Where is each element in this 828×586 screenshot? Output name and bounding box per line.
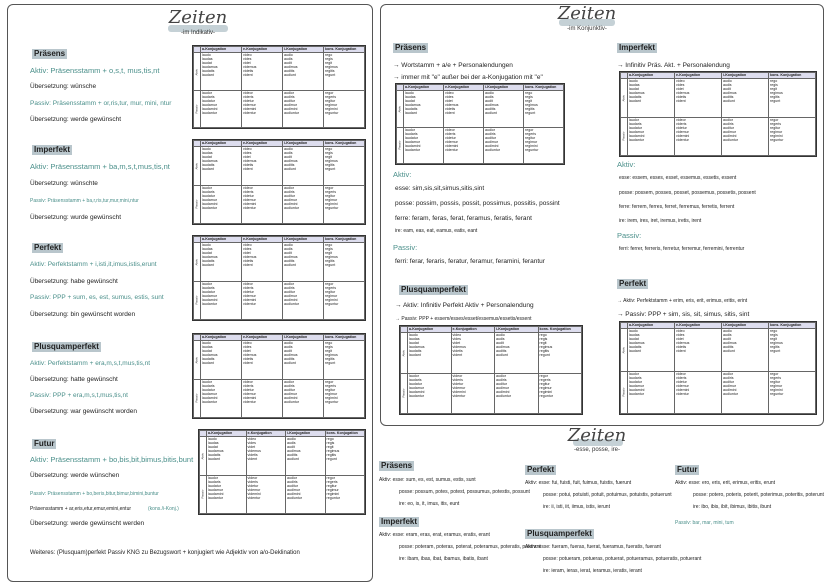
praesens-uebersetzung-passiv: Übersetzung: werde gewünscht [30,116,122,123]
table-corner [200,431,207,437]
section-head-futur: Futur [34,439,55,448]
table-corner [194,141,201,147]
table-cell: rego regis regit regimus regitis regunt [324,147,365,186]
perfekt-rule-2: → Passiv: PPP + sim, sis, sit, simus, sitis, sint [617,311,750,318]
table-cell: audio audis audit audimus auditis audiunt [484,91,524,128]
table-side-label: Aktiv [397,91,404,128]
perfekt-uebersetzung-passiv: Übersetzung: bin gewünscht worden [30,311,136,318]
table-cell: rego regis regit regimus regitis regunt [324,243,365,282]
table-cell: laudor laudaris laudatur laudamur laudamini laudantur [201,281,242,320]
sheet-subtitle: -im Indikativ- [180,30,215,36]
table-header-cell: kons. Konjugation [538,327,582,333]
imperfekt-aktiv-label: Aktiv: [617,160,636,169]
table-cell: laudo laudas laudat laudamus laudatis laudant [628,329,675,372]
conj-table-imperfekt [192,139,366,225]
praesens-aktiv: Aktiv: Präsensstamm + o,s,t, mus,tis,nt [30,66,160,75]
table-header-cell: kons. Konjugation [769,323,816,329]
sheet-esse-posse-ire [375,425,825,583]
sheet-title: Zeiten [168,7,228,28]
section-head-plusquamperfekt: Plusquamperfekt [34,342,99,351]
table-header-cell: e-Konjugation [675,323,722,329]
table-cell: laudor laudaris laudatur laudamur laudamini laudantur [207,475,247,514]
praesens-esse: Aktiv: esse: sum, es, est, sumus, estis, sunt [379,477,476,483]
table-header-cell: kons. Konjugation [324,141,365,147]
table-cell: audior audiris auditur audimur audimini audiuntur [286,475,326,514]
perfekt-uebersetzung-aktiv: Übersetzung: habe gewünscht [30,278,118,285]
table-header-cell: e-Konjugation [246,431,286,437]
imperfekt-esse: Aktiv: esse: eram, eras, erat, eramus, eratis, erant [379,532,490,538]
table-corner [397,85,404,91]
table-cell: video vides videt videmus videtis vident [242,341,283,380]
table-cell: rego regis regit regimus regitis regunt [769,79,816,118]
table-cell: audior audiris auditur audimur audimini audiuntur [283,185,324,224]
table-header-cell: a-Konjugation [201,141,242,147]
table-cell: regor regeris regitur regimur regimini reguntur [769,117,816,156]
plusquamperfekt-posse: posse: potueram, potueras, potuerat, potueramus, potueratis, potuerant [543,556,702,562]
imperfekt-uebersetzung-passiv: Übersetzung: wurde gewünscht [30,214,122,221]
table-corner [194,47,201,53]
table-header-cell: kons. Konjugation [769,73,816,79]
table-header-cell: kons. Konjugation [324,47,365,53]
table-side-label: Passiv [621,371,628,414]
conj-table-konj-imperfekt [619,71,817,157]
table-cell: laudo laudas laudat laudamus laudatis laudant [201,341,242,380]
sheet-title: Zeiten [567,425,627,446]
table-cell: video vides videt videmus videtis vident [242,53,283,91]
table-corner [621,323,628,329]
table-cell: rego regis regit regimus regitis regunt [524,91,564,128]
imperfekt-rule-1: → Infinitiv Präs. Akt. + Personalendung [617,62,730,69]
table-cell: laudor laudaris laudatur laudamur laudamini laudantur [404,127,444,164]
table-header-cell: a-Konjugation [201,47,242,53]
table-cell: videor videris videtur videmur videmini videntur [242,90,283,128]
table-header-cell: i-Konjugation [722,323,769,329]
table-cell: laudo laudas laudat laudamus laudatis laudant [207,437,247,476]
table-header-cell: a-Konjugation [628,73,675,79]
conj-table-plusquamperfekt [192,333,366,419]
futur-passiv: Passiv: bar, mar, mini, tum [675,520,734,526]
table-side-label: Aktiv [621,329,628,372]
table-cell: laudo laudas laudat laudamus laudatis laudant [404,91,444,128]
futur-uebersetzung-aktiv: Übersetzung: werde wünschen [30,472,120,479]
section-head-plusquamperfekt: Plusquamperfekt [401,285,466,294]
sheet-subtitle: -im Konjunktiv- [567,26,607,32]
table-cell: regor regeris regitur regimur regimini reguntur [769,371,816,414]
table-cell: regor regeris regitur regimur regimini reguntur [324,281,365,320]
table-cell: audio audis audit audimus auditis audiunt [283,147,324,186]
section-head-perfekt: Perfekt [619,279,647,288]
table-cell: video vides videt videmus videtis vident [242,243,283,282]
table-cell: regor regeris regitur regimur regimini reguntur [325,475,365,514]
table-cell: laudo laudas laudat laudamus laudatis laudant [201,243,242,282]
sheet-footer: Weiteres: (Plusquam)perfekt Passiv KNG zu Bezugswort + konjugiert wie Adjektiv von a/o-Deklination [30,550,300,556]
table-cell: audio audis audit audimus auditis audiunt [286,437,326,476]
praesens-uebersetzung-aktiv: Übersetzung: wünsche [30,83,97,90]
table-header-cell: kons. Konjugation [324,237,365,243]
table-cell: video vides videt videmus videtis vident [444,91,484,128]
table-cell: audior audiris auditur audimur audimini audiuntur [722,117,769,156]
praesens-passiv-label: Passiv: [393,243,418,252]
table-cell: audio audis audit audimus auditis audiunt [283,341,324,380]
table-cell: regor regeris regitur regimur regimini reguntur [324,90,365,128]
imperfekt-posse: posse: poteram, poteras, poterat, poteramus, poteratis, poterant [399,544,541,550]
futur-passiv-extra: Präsensstamm + ar,eris,etur,emur,emini,entur [30,506,132,512]
table-cell: videor videris videtur videmur videmini videntur [675,371,722,414]
section-head-praesens: Präsens [381,461,413,470]
futur-esse: Aktiv: esse: ero, eris, erit, erimus, eritis, erunt [675,480,776,486]
table-cell: laudor laudaris laudatur laudamur laudamini laudantur [408,373,452,414]
imperfekt-passiv-label: Passiv: [617,231,642,240]
section-head-praesens: Präsens [395,43,427,52]
table-cell: video vides videt videmus videtis vident [451,333,495,374]
perfekt-esse: Aktiv: esse: fui, fuisti, fuit, fuimus, fuistis, fuerunt [525,480,632,486]
table-cell: regor regeris regitur regimur regimini reguntur [524,127,564,164]
table-header-cell: kons. Konjugation [325,431,365,437]
table-cell: regor regeris regitur regimur regimini reguntur [538,373,582,414]
table-cell: rego regis regit regimus regitis regunt [324,341,365,380]
table-header-cell: e-Konjugation [675,73,722,79]
plusquamperfekt-uebersetzung-aktiv: Übersetzung: hatte gewünscht [30,376,118,383]
sheet-title: Zeiten [557,4,617,24]
table-cell: laudor laudaris laudatur laudamur laudamini laudantur [201,90,242,128]
futur-passiv-extra-note: (kons./i-Konj.) [148,506,179,512]
futur-uebersetzung-passiv: Übersetzung: werde gewünscht werden [30,520,145,527]
table-side-label: Aktiv [401,333,408,374]
table-cell: videor videris videtur videmur videmini videntur [675,117,722,156]
section-head-imperfekt: Imperfekt [34,145,71,154]
table-header-cell: e-Konjugation [242,237,283,243]
table-cell: video vides videt videmus videtis vident [675,329,722,372]
plusquamperfekt-ire: ire: ieram, ieras, ierat, ieramus, ieratis, ierant [543,568,642,574]
table-cell: rego regis regit regimus regitis regunt [538,333,582,374]
table-cell: laudo laudas laudat laudamus laudatis laudant [201,53,242,91]
praesens-ire: ire: eam, eas, eat, eamus, eatis, eant [395,228,478,234]
table-cell: audio audis audit audimus auditis audiunt [495,333,539,374]
table-header-cell: e-Konjugation [242,335,283,341]
table-cell: rego regis regit regimus regitis regunt [769,329,816,372]
section-head-praesens: Präsens [34,49,66,58]
table-side-label: Passiv [200,475,207,514]
table-cell: audio audis audit audimus auditis audiunt [722,79,769,118]
imperfekt-aktiv: Aktiv: Präsensstamm + ba,m,s,t,mus,tis,nt [30,162,170,171]
table-side-label: Passiv [194,90,201,128]
table-cell: laudo laudas laudat laudamus laudatis laudant [408,333,452,374]
table-cell: audior audiris auditur audimur audimini audiuntur [722,371,769,414]
table-cell: regor regeris regitur regimur regimini reguntur [324,379,365,418]
table-side-label: Passiv [401,373,408,414]
perfekt-posse: posse: potui, potuisti, potuit, potuimus, potuistis, potuerunt [543,492,672,498]
table-corner [401,327,408,333]
table-header-cell: a-Konjugation [408,327,452,333]
table-side-label: Aktiv [194,243,201,282]
conj-table-perfekt [192,235,366,321]
conj-table-konj-perfekt [619,321,817,415]
perfekt-rule-1: → Aktiv: Perfektstamm + erim, eris, erit, erimus, eritis, erint [617,298,748,304]
plusquamperfekt-passiv: Passiv: PPP + era,m,s,t,mus,tis,nt [30,392,128,399]
plusquamperfekt-uebersetzung-passiv: Übersetzung: war gewünscht worden [30,408,137,415]
conj-table-praesens [192,45,366,129]
table-cell: regor regeris regitur regimur regimini reguntur [324,185,365,224]
futur-passiv: Passiv: Präsensstamm + bo,beris,bitur,bimur,bimini,buntur [30,491,159,497]
perfekt-passiv: Passiv: PPP + sum, es, est, sumus, estis, sunt [30,294,164,301]
table-corner [621,73,628,79]
praesens-esse: esse: sim,sis,sit,simus,sitis,sint [395,185,485,192]
table-cell: audior audiris auditur audimur audimini audiuntur [495,373,539,414]
table-cell: laudor laudaris laudatur laudamur laudamini laudantur [201,379,242,418]
imperfekt-esse: esse: essem, esses, esset, essemus, essetis, essent [619,175,737,181]
praesens-ferri: ferri: ferar, feraris, feratur, feramur, feramini, ferantur [395,258,545,265]
praesens-ferre: ferre: feram, feras, ferat, feramus, feratis, ferant [395,215,532,222]
praesens-aktiv-label: Aktiv: [393,170,412,179]
table-cell: audior audiris auditur audimur audimini audiuntur [283,281,324,320]
table-header-cell: i-Konjugation [495,327,539,333]
table-side-label: Aktiv [194,341,201,380]
section-head-imperfekt: Imperfekt [381,517,418,526]
table-side-label: Passiv [194,379,201,418]
plusquamperfekt-esse: Aktiv: esse: fueram, fueras, fuerat, fueramus, fueratis, fuerant [525,544,661,550]
futur-posse: posse: potero, poteris, poterit, poterimus, poteritis, poterunt [693,492,824,498]
praesens-ire: ire: eo, is, it, imus, itis, eunt [399,501,460,507]
table-cell: videor videris videtur videmur videmini videntur [242,281,283,320]
table-header-cell: a-Konjugation [201,237,242,243]
table-header-cell: e-Konjugation [242,47,283,53]
table-cell: audior audiris auditur audimur audimini audiuntur [283,379,324,418]
table-cell: videor videris videtur videmur videmini videntur [451,373,495,414]
table-header-cell: a-Konjugation [207,431,247,437]
table-header-cell: kons. Konjugation [524,85,564,91]
table-side-label: Passiv [194,185,201,224]
praesens-rule-2: → immer mit "e" außer bei der a-Konjugation mit "e" [393,74,543,81]
table-header-cell: i-Konjugation [484,85,524,91]
section-head-futur: Futur [677,465,698,474]
table-cell: laudo laudas laudat laudamus laudatis laudant [201,147,242,186]
table-header-cell: i-Konjugation [722,73,769,79]
table-cell: audior audiris auditur audimur audimini audiuntur [484,127,524,164]
table-cell: laudor laudaris laudatur laudamur laudamini laudantur [628,371,675,414]
table-cell: audior audiris auditur audimur audimini audiuntur [283,90,324,128]
imperfekt-ire: ire: irem, ires, iret, iremus, iretis, irent [619,218,702,224]
table-header-cell: i-Konjugation [283,237,324,243]
table-cell: videor videris videtur videmur videmini videntur [246,475,286,514]
praesens-posse: posse: possum, potes, potest, possumus, potestis, possunt [399,489,530,495]
table-cell: laudo laudas laudat laudamus laudatis laudant [628,79,675,118]
conj-table-konj-praesens [395,83,565,165]
table-side-label: Aktiv [194,53,201,91]
table-corner [194,237,201,243]
imperfekt-ferri: ferri: ferrer, ferreris, ferretur, ferremur, ferremini, ferrentur [619,246,745,252]
table-side-label: Aktiv [200,437,207,476]
table-cell: audio audis audit audimus auditis audiunt [283,53,324,91]
imperfekt-passiv: Passiv: Präsensstamm + ba,r,ris,tur,mur,mini,ntur [30,198,139,204]
table-header-cell: e-Konjugation [444,85,484,91]
sheet-indikativ [7,4,373,582]
table-cell: videor videris videtur videmur videmini videntur [242,185,283,224]
table-cell: rego regis regit regimus regitis regunt [324,53,365,91]
table-header-cell: i-Konjugation [283,335,324,341]
table-cell: laudor laudaris laudatur laudamur laudamini laudantur [628,117,675,156]
table-cell: laudor laudaris laudatur laudamur laudamini laudantur [201,185,242,224]
table-header-cell: e-Konjugation [242,141,283,147]
praesens-rule-1: → Wortstamm + a/e + Personalendungen [393,62,513,69]
table-corner [194,335,201,341]
sheet-subtitle: -esse, posse, ire- [573,447,621,453]
table-header-cell: kons. Konjugation [324,335,365,341]
imperfekt-posse: posse: possem, posses, posset, possemus, possetis, possent [619,190,756,196]
conj-table-futur [198,429,366,515]
plusquamperfekt-rule-2: → Passiv: PPP + essem/esses/esset/essemus/essetis/essent [395,316,532,322]
table-header-cell: a-Konjugation [628,323,675,329]
praesens-posse: posse: possim, possis, possit, possimus, possitis, possint [395,200,560,207]
section-head-perfekt: Perfekt [34,243,62,252]
table-side-label: Aktiv [194,147,201,186]
table-header-cell: i-Konjugation [283,141,324,147]
table-header-cell: a-Konjugation [201,335,242,341]
imperfekt-ire: ire: ibam, ibas, ibat, ibamus, ibatis, ibant [399,556,488,562]
section-head-perfekt: Perfekt [527,465,555,474]
section-head-plusquamperfekt: Plusquamperfekt [527,529,592,538]
imperfekt-ferre: ferre: ferrem, ferres, ferret, ferremus, ferretis, ferrent [619,204,735,210]
table-header-cell: e-Konjugation [451,327,495,333]
table-side-label: Passiv [194,281,201,320]
futur-aktiv: Aktiv: Präsensstamm + bo,bis,bit,bimus,bitis,bunt [30,455,194,464]
table-header-cell: a-Konjugation [404,85,444,91]
table-cell: videor videris videtur videmur videmini videntur [242,379,283,418]
futur-ire: ire: ibo, ibis, ibit, ibimus, ibitis, ibunt [693,504,772,510]
imperfekt-uebersetzung-aktiv: Übersetzung: wünschte [30,180,98,187]
table-side-label: Passiv [621,117,628,156]
plusquamperfekt-aktiv: Aktiv: Perfektstamm + era,m,s,t,mus,tis,nt [30,360,151,367]
table-cell: video vides videt videmus videtis vident [246,437,286,476]
table-header-cell: i-Konjugation [286,431,326,437]
perfekt-aktiv: Aktiv: Perfektstamm + i,isti,it,imus,istis,erunt [30,261,157,268]
table-cell: video vides videt videmus videtis vident [675,79,722,118]
conj-table-konj-plusquamperfekt [399,325,583,415]
table-cell: audio audis audit audimus auditis audiunt [722,329,769,372]
plusquamperfekt-rule-1: → Aktiv: Infinitiv Perfekt Aktiv + Personalendung [395,302,534,309]
table-header-cell: i-Konjugation [283,47,324,53]
section-head-imperfekt: Imperfekt [619,43,656,52]
praesens-passiv: Passiv: Präsensstamm + or,ris,tur, mur, mini, ntur [30,100,172,107]
table-cell: audio audis audit audimus auditis audiunt [283,243,324,282]
table-cell: video vides videt videmus videtis vident [242,147,283,186]
sheet-konjunktiv [380,4,824,426]
table-side-label: Passiv [397,127,404,164]
table-side-label: Aktiv [621,79,628,118]
table-cell: videor videris videtur videmur videmini videntur [444,127,484,164]
perfekt-ire: ire: ii, isti, iit, iimus, istis, ierunt [543,504,610,510]
table-cell: rego regis regit regimus regitis regunt [325,437,365,476]
